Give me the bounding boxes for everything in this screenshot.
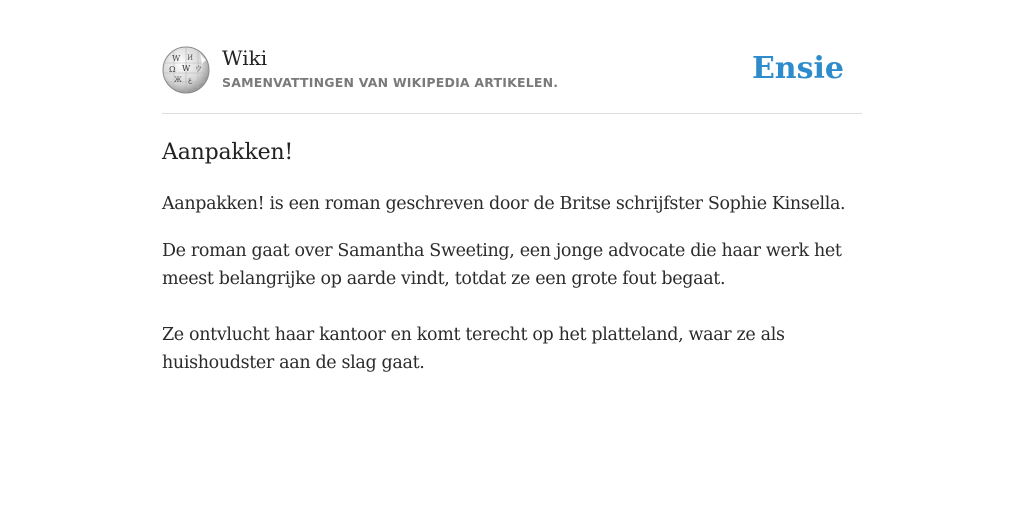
- article-title: Aanpakken!: [162, 140, 294, 165]
- article-paragraph-3: Ze ontvlucht haar kantoor en komt terecht op het platteland, waar ze als huishoudster aan de slag gaat.: [162, 325, 785, 373]
- brand-logo-link[interactable]: Ensie: [751, 51, 844, 86]
- article-content: [162, 138, 862, 377]
- svg-text:Ж: Ж: [174, 76, 182, 84]
- article-paragraph-1: Aanpakken! is een roman geschreven door de Britse schrijfster Sophie Kinsella.: [162, 194, 846, 214]
- site-title[interactable]: Wiki: [222, 46, 268, 70]
- site-tagline: SAMENVATTINGEN VAN WIKIPEDIA ARTIKELEN.: [222, 75, 559, 90]
- svg-text:И: И: [187, 54, 194, 62]
- svg-text:Ω: Ω: [169, 65, 176, 74]
- svg-text:ウ: ウ: [195, 65, 202, 73]
- wikipedia-globe-icon[interactable]: [162, 46, 210, 94]
- header-divider: [162, 113, 862, 114]
- svg-text:W: W: [182, 64, 191, 73]
- svg-text:W: W: [172, 54, 181, 63]
- site-header: [162, 46, 862, 96]
- article-paragraph-2: De roman gaat over Samantha Sweeting, een jonge advocate die haar werk het meest belangrijke op aarde vindt, totdat ze een grote fout begaat.: [162, 241, 842, 289]
- svg-text:ع: ع: [188, 76, 193, 84]
